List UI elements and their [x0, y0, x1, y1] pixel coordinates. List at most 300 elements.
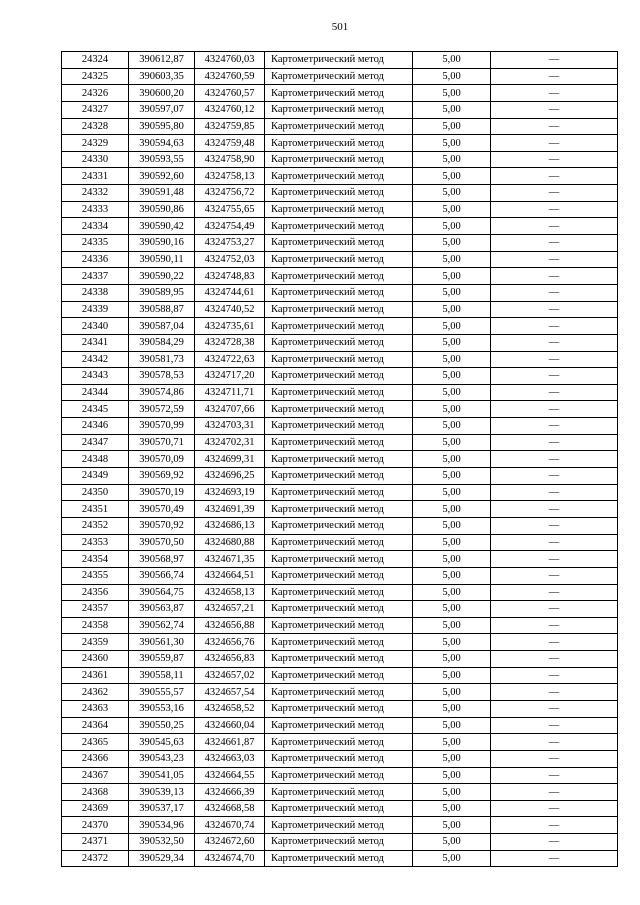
- point-number-cell: 24349: [62, 468, 129, 485]
- note-cell: —: [491, 667, 618, 684]
- y-coordinate-cell: 4324756,72: [195, 185, 265, 202]
- note-cell: —: [491, 368, 618, 385]
- y-coordinate-cell: 4324740,52: [195, 301, 265, 318]
- accuracy-cell: 5,00: [413, 68, 491, 85]
- x-coordinate-cell: 390563,87: [129, 601, 195, 618]
- table-row: [62, 501, 618, 518]
- method-cell: Картометрический метод: [265, 401, 413, 418]
- method-cell: Картометрический метод: [265, 384, 413, 401]
- note-cell: —: [491, 734, 618, 751]
- note-cell: —: [491, 834, 618, 851]
- table-row: [62, 634, 618, 651]
- point-number-cell: 24372: [62, 850, 129, 867]
- table-row: [62, 484, 618, 501]
- note-cell: —: [491, 68, 618, 85]
- note-cell: —: [491, 784, 618, 801]
- method-cell: Картометрический метод: [265, 601, 413, 618]
- method-cell: Картометрический метод: [265, 501, 413, 518]
- method-cell: Картометрический метод: [265, 101, 413, 118]
- method-cell: Картометрический метод: [265, 617, 413, 634]
- method-cell: Картометрический метод: [265, 218, 413, 235]
- note-cell: —: [491, 567, 618, 584]
- note-cell: —: [491, 118, 618, 135]
- x-coordinate-cell: 390570,71: [129, 434, 195, 451]
- accuracy-cell: 5,00: [413, 534, 491, 551]
- accuracy-cell: 5,00: [413, 800, 491, 817]
- method-cell: Картометрический метод: [265, 667, 413, 684]
- table-row: [62, 334, 618, 351]
- point-number-cell: 24343: [62, 368, 129, 385]
- y-coordinate-cell: 4324722,63: [195, 351, 265, 368]
- method-cell: Картометрический метод: [265, 584, 413, 601]
- accuracy-cell: 5,00: [413, 351, 491, 368]
- accuracy-cell: 5,00: [413, 651, 491, 668]
- note-cell: —: [491, 617, 618, 634]
- accuracy-cell: 5,00: [413, 268, 491, 285]
- table-row: [62, 318, 618, 335]
- y-coordinate-cell: 4324760,59: [195, 68, 265, 85]
- point-number-cell: 24333: [62, 201, 129, 218]
- y-coordinate-cell: 4324728,38: [195, 334, 265, 351]
- point-number-cell: 24370: [62, 817, 129, 834]
- accuracy-cell: 5,00: [413, 251, 491, 268]
- method-cell: Картометрический метод: [265, 651, 413, 668]
- table-row: [62, 401, 618, 418]
- table-row: [62, 468, 618, 485]
- accuracy-cell: 5,00: [413, 151, 491, 168]
- point-number-cell: 24350: [62, 484, 129, 501]
- note-cell: —: [491, 268, 618, 285]
- table-row: [62, 850, 618, 867]
- x-coordinate-cell: 390561,30: [129, 634, 195, 651]
- method-cell: Картометрический метод: [265, 235, 413, 252]
- y-coordinate-cell: 4324657,21: [195, 601, 265, 618]
- accuracy-cell: 5,00: [413, 584, 491, 601]
- table-row: [62, 667, 618, 684]
- note-cell: —: [491, 401, 618, 418]
- table-row: [62, 584, 618, 601]
- point-number-cell: 24360: [62, 651, 129, 668]
- method-cell: Картометрический метод: [265, 784, 413, 801]
- point-number-cell: 24334: [62, 218, 129, 235]
- y-coordinate-cell: 4324755,65: [195, 201, 265, 218]
- table-row: [62, 834, 618, 851]
- method-cell: Картометрический метод: [265, 534, 413, 551]
- point-number-cell: 24355: [62, 567, 129, 584]
- method-cell: Картометрический метод: [265, 551, 413, 568]
- accuracy-cell: 5,00: [413, 850, 491, 867]
- x-coordinate-cell: 390545,63: [129, 734, 195, 751]
- method-cell: Картометрический метод: [265, 135, 413, 152]
- point-number-cell: 24351: [62, 501, 129, 518]
- accuracy-cell: 5,00: [413, 551, 491, 568]
- accuracy-cell: 5,00: [413, 434, 491, 451]
- method-cell: Картометрический метод: [265, 734, 413, 751]
- point-number-cell: 24330: [62, 151, 129, 168]
- table-row: [62, 750, 618, 767]
- accuracy-cell: 5,00: [413, 334, 491, 351]
- accuracy-cell: 5,00: [413, 767, 491, 784]
- y-coordinate-cell: 4324657,54: [195, 684, 265, 701]
- y-coordinate-cell: 4324693,19: [195, 484, 265, 501]
- table-row: [62, 201, 618, 218]
- method-cell: Картометрический метод: [265, 468, 413, 485]
- point-number-cell: 24368: [62, 784, 129, 801]
- point-number-cell: 24364: [62, 717, 129, 734]
- x-coordinate-cell: 390584,29: [129, 334, 195, 351]
- table-row: [62, 451, 618, 468]
- note-cell: —: [491, 501, 618, 518]
- accuracy-cell: 5,00: [413, 201, 491, 218]
- method-cell: Картометрический метод: [265, 151, 413, 168]
- accuracy-cell: 5,00: [413, 118, 491, 135]
- accuracy-cell: 5,00: [413, 817, 491, 834]
- x-coordinate-cell: 390589,95: [129, 284, 195, 301]
- note-cell: —: [491, 168, 618, 185]
- y-coordinate-cell: 4324671,35: [195, 551, 265, 568]
- y-coordinate-cell: 4324661,87: [195, 734, 265, 751]
- point-number-cell: 24332: [62, 185, 129, 202]
- table-row: [62, 800, 618, 817]
- accuracy-cell: 5,00: [413, 784, 491, 801]
- method-cell: Картометрический метод: [265, 434, 413, 451]
- note-cell: —: [491, 468, 618, 485]
- y-coordinate-cell: 4324664,51: [195, 567, 265, 584]
- method-cell: Картометрический метод: [265, 834, 413, 851]
- method-cell: Картометрический метод: [265, 85, 413, 102]
- method-cell: Картометрический метод: [265, 418, 413, 435]
- method-cell: Картометрический метод: [265, 68, 413, 85]
- x-coordinate-cell: 390590,22: [129, 268, 195, 285]
- x-coordinate-cell: 390539,13: [129, 784, 195, 801]
- method-cell: Картометрический метод: [265, 567, 413, 584]
- point-number-cell: 24331: [62, 168, 129, 185]
- x-coordinate-cell: 390562,74: [129, 617, 195, 634]
- point-number-cell: 24358: [62, 617, 129, 634]
- table-row: [62, 168, 618, 185]
- table-row: [62, 218, 618, 235]
- accuracy-cell: 5,00: [413, 284, 491, 301]
- accuracy-cell: 5,00: [413, 418, 491, 435]
- x-coordinate-cell: 390532,50: [129, 834, 195, 851]
- point-number-cell: 24361: [62, 667, 129, 684]
- method-cell: Картометрический метод: [265, 251, 413, 268]
- x-coordinate-cell: 390543,23: [129, 750, 195, 767]
- y-coordinate-cell: 4324686,13: [195, 517, 265, 534]
- note-cell: —: [491, 235, 618, 252]
- point-number-cell: 24354: [62, 551, 129, 568]
- method-cell: Картометрический метод: [265, 634, 413, 651]
- note-cell: —: [491, 351, 618, 368]
- method-cell: Картометрический метод: [265, 268, 413, 285]
- x-coordinate-cell: 390593,55: [129, 151, 195, 168]
- y-coordinate-cell: 4324754,49: [195, 218, 265, 235]
- table-row: [62, 268, 618, 285]
- accuracy-cell: 5,00: [413, 750, 491, 767]
- note-cell: —: [491, 700, 618, 717]
- y-coordinate-cell: 4324660,04: [195, 717, 265, 734]
- accuracy-cell: 5,00: [413, 667, 491, 684]
- x-coordinate-cell: 390590,11: [129, 251, 195, 268]
- point-number-cell: 24337: [62, 268, 129, 285]
- point-number-cell: 24365: [62, 734, 129, 751]
- x-coordinate-cell: 390594,63: [129, 135, 195, 152]
- y-coordinate-cell: 4324744,61: [195, 284, 265, 301]
- y-coordinate-cell: 4324657,02: [195, 667, 265, 684]
- x-coordinate-cell: 390572,59: [129, 401, 195, 418]
- x-coordinate-cell: 390590,16: [129, 235, 195, 252]
- table-row: [62, 185, 618, 202]
- x-coordinate-cell: 390569,92: [129, 468, 195, 485]
- method-cell: Картометрический метод: [265, 368, 413, 385]
- x-coordinate-cell: 390590,42: [129, 218, 195, 235]
- note-cell: —: [491, 767, 618, 784]
- y-coordinate-cell: 4324707,66: [195, 401, 265, 418]
- y-coordinate-cell: 4324696,25: [195, 468, 265, 485]
- note-cell: —: [491, 185, 618, 202]
- point-number-cell: 24344: [62, 384, 129, 401]
- accuracy-cell: 5,00: [413, 451, 491, 468]
- note-cell: —: [491, 318, 618, 335]
- accuracy-cell: 5,00: [413, 368, 491, 385]
- note-cell: —: [491, 850, 618, 867]
- y-coordinate-cell: 4324680,88: [195, 534, 265, 551]
- note-cell: —: [491, 800, 618, 817]
- table-row: [62, 384, 618, 401]
- method-cell: Картометрический метод: [265, 201, 413, 218]
- table-row: [62, 617, 618, 634]
- point-number-cell: 24366: [62, 750, 129, 767]
- table-row: [62, 534, 618, 551]
- table-row: [62, 284, 618, 301]
- y-coordinate-cell: 4324753,27: [195, 235, 265, 252]
- accuracy-cell: 5,00: [413, 85, 491, 102]
- y-coordinate-cell: 4324711,71: [195, 384, 265, 401]
- x-coordinate-cell: 390591,48: [129, 185, 195, 202]
- x-coordinate-cell: 390570,99: [129, 418, 195, 435]
- accuracy-cell: 5,00: [413, 700, 491, 717]
- x-coordinate-cell: 390574,86: [129, 384, 195, 401]
- accuracy-cell: 5,00: [413, 301, 491, 318]
- point-number-cell: 24371: [62, 834, 129, 851]
- method-cell: Картометрический метод: [265, 817, 413, 834]
- table-row: [62, 351, 618, 368]
- x-coordinate-cell: 390534,96: [129, 817, 195, 834]
- point-number-cell: 24342: [62, 351, 129, 368]
- x-coordinate-cell: 390553,16: [129, 700, 195, 717]
- accuracy-cell: 5,00: [413, 235, 491, 252]
- note-cell: —: [491, 717, 618, 734]
- x-coordinate-cell: 390603,35: [129, 68, 195, 85]
- accuracy-cell: 5,00: [413, 734, 491, 751]
- table-row: [62, 651, 618, 668]
- note-cell: —: [491, 251, 618, 268]
- y-coordinate-cell: 4324672,60: [195, 834, 265, 851]
- note-cell: —: [491, 151, 618, 168]
- point-number-cell: 24346: [62, 418, 129, 435]
- note-cell: —: [491, 218, 618, 235]
- method-cell: Картометрический метод: [265, 318, 413, 335]
- table-row: [62, 767, 618, 784]
- accuracy-cell: 5,00: [413, 135, 491, 152]
- point-number-cell: 24326: [62, 85, 129, 102]
- y-coordinate-cell: 4324668,58: [195, 800, 265, 817]
- point-number-cell: 24356: [62, 584, 129, 601]
- note-cell: —: [491, 534, 618, 551]
- method-cell: Картометрический метод: [265, 767, 413, 784]
- page-number: 501: [331, 21, 349, 33]
- note-cell: —: [491, 384, 618, 401]
- x-coordinate-cell: 390570,09: [129, 451, 195, 468]
- x-coordinate-cell: 390590,86: [129, 201, 195, 218]
- note-cell: —: [491, 484, 618, 501]
- accuracy-cell: 5,00: [413, 684, 491, 701]
- table-row: [62, 52, 618, 69]
- x-coordinate-cell: 390537,17: [129, 800, 195, 817]
- note-cell: —: [491, 517, 618, 534]
- table-row: [62, 700, 618, 717]
- table-row: [62, 135, 618, 152]
- x-coordinate-cell: 390612,87: [129, 52, 195, 69]
- x-coordinate-cell: 390570,92: [129, 517, 195, 534]
- method-cell: Картометрический метод: [265, 118, 413, 135]
- point-number-cell: 24362: [62, 684, 129, 701]
- note-cell: —: [491, 451, 618, 468]
- method-cell: Картометрический метод: [265, 684, 413, 701]
- y-coordinate-cell: 4324760,57: [195, 85, 265, 102]
- y-coordinate-cell: 4324699,31: [195, 451, 265, 468]
- x-coordinate-cell: 390566,74: [129, 567, 195, 584]
- point-number-cell: 24329: [62, 135, 129, 152]
- x-coordinate-cell: 390559,87: [129, 651, 195, 668]
- y-coordinate-cell: 4324717,20: [195, 368, 265, 385]
- y-coordinate-cell: 4324752,03: [195, 251, 265, 268]
- note-cell: —: [491, 434, 618, 451]
- note-cell: —: [491, 301, 618, 318]
- y-coordinate-cell: 4324670,74: [195, 817, 265, 834]
- note-cell: —: [491, 135, 618, 152]
- accuracy-cell: 5,00: [413, 168, 491, 185]
- point-number-cell: 24327: [62, 101, 129, 118]
- y-coordinate-cell: 4324663,03: [195, 750, 265, 767]
- method-cell: Картометрический метод: [265, 850, 413, 867]
- point-number-cell: 24325: [62, 68, 129, 85]
- accuracy-cell: 5,00: [413, 601, 491, 618]
- accuracy-cell: 5,00: [413, 401, 491, 418]
- table-row: [62, 717, 618, 734]
- method-cell: Картометрический метод: [265, 52, 413, 69]
- note-cell: —: [491, 85, 618, 102]
- table-row: [62, 418, 618, 435]
- accuracy-cell: 5,00: [413, 52, 491, 69]
- point-number-cell: 24357: [62, 601, 129, 618]
- method-cell: Картометрический метод: [265, 700, 413, 717]
- table-row: [62, 567, 618, 584]
- method-cell: Картометрический метод: [265, 517, 413, 534]
- note-cell: —: [491, 601, 618, 618]
- x-coordinate-cell: 390570,50: [129, 534, 195, 551]
- table-row: [62, 85, 618, 102]
- x-coordinate-cell: 390529,34: [129, 850, 195, 867]
- y-coordinate-cell: 4324760,03: [195, 52, 265, 69]
- table-row: [62, 784, 618, 801]
- coordinates-table-body: [62, 52, 618, 867]
- table-row: [62, 684, 618, 701]
- point-number-cell: 24336: [62, 251, 129, 268]
- x-coordinate-cell: 390541,05: [129, 767, 195, 784]
- note-cell: —: [491, 817, 618, 834]
- table-row: [62, 817, 618, 834]
- table-row: [62, 101, 618, 118]
- point-number-cell: 24339: [62, 301, 129, 318]
- accuracy-cell: 5,00: [413, 468, 491, 485]
- method-cell: Картометрический метод: [265, 800, 413, 817]
- y-coordinate-cell: 4324759,85: [195, 118, 265, 135]
- method-cell: Картометрический метод: [265, 717, 413, 734]
- note-cell: —: [491, 634, 618, 651]
- note-cell: —: [491, 201, 618, 218]
- coordinates-table: [61, 51, 618, 867]
- point-number-cell: 24359: [62, 634, 129, 651]
- method-cell: Картометрический метод: [265, 284, 413, 301]
- point-number-cell: 24324: [62, 52, 129, 69]
- x-coordinate-cell: 390570,49: [129, 501, 195, 518]
- point-number-cell: 24340: [62, 318, 129, 335]
- point-number-cell: 24367: [62, 767, 129, 784]
- y-coordinate-cell: 4324656,88: [195, 617, 265, 634]
- y-coordinate-cell: 4324702,31: [195, 434, 265, 451]
- table-row: [62, 734, 618, 751]
- point-number-cell: 24335: [62, 235, 129, 252]
- method-cell: Картометрический метод: [265, 750, 413, 767]
- accuracy-cell: 5,00: [413, 484, 491, 501]
- method-cell: Картометрический метод: [265, 185, 413, 202]
- x-coordinate-cell: 390570,19: [129, 484, 195, 501]
- table-row: [62, 151, 618, 168]
- accuracy-cell: 5,00: [413, 834, 491, 851]
- table-row: [62, 68, 618, 85]
- method-cell: Картометрический метод: [265, 334, 413, 351]
- x-coordinate-cell: 390597,07: [129, 101, 195, 118]
- x-coordinate-cell: 390588,87: [129, 301, 195, 318]
- table-row: [62, 551, 618, 568]
- note-cell: —: [491, 651, 618, 668]
- point-number-cell: 24347: [62, 434, 129, 451]
- method-cell: Картометрический метод: [265, 168, 413, 185]
- y-coordinate-cell: 4324703,31: [195, 418, 265, 435]
- note-cell: —: [491, 284, 618, 301]
- y-coordinate-cell: 4324664,55: [195, 767, 265, 784]
- accuracy-cell: 5,00: [413, 101, 491, 118]
- note-cell: —: [491, 750, 618, 767]
- method-cell: Картометрический метод: [265, 484, 413, 501]
- point-number-cell: 24338: [62, 284, 129, 301]
- accuracy-cell: 5,00: [413, 517, 491, 534]
- x-coordinate-cell: 390558,11: [129, 667, 195, 684]
- point-number-cell: 24328: [62, 118, 129, 135]
- note-cell: —: [491, 101, 618, 118]
- y-coordinate-cell: 4324656,83: [195, 651, 265, 668]
- y-coordinate-cell: 4324658,13: [195, 584, 265, 601]
- y-coordinate-cell: 4324759,48: [195, 135, 265, 152]
- note-cell: —: [491, 334, 618, 351]
- accuracy-cell: 5,00: [413, 185, 491, 202]
- y-coordinate-cell: 4324674,70: [195, 850, 265, 867]
- point-number-cell: 24352: [62, 517, 129, 534]
- accuracy-cell: 5,00: [413, 384, 491, 401]
- point-number-cell: 24345: [62, 401, 129, 418]
- accuracy-cell: 5,00: [413, 634, 491, 651]
